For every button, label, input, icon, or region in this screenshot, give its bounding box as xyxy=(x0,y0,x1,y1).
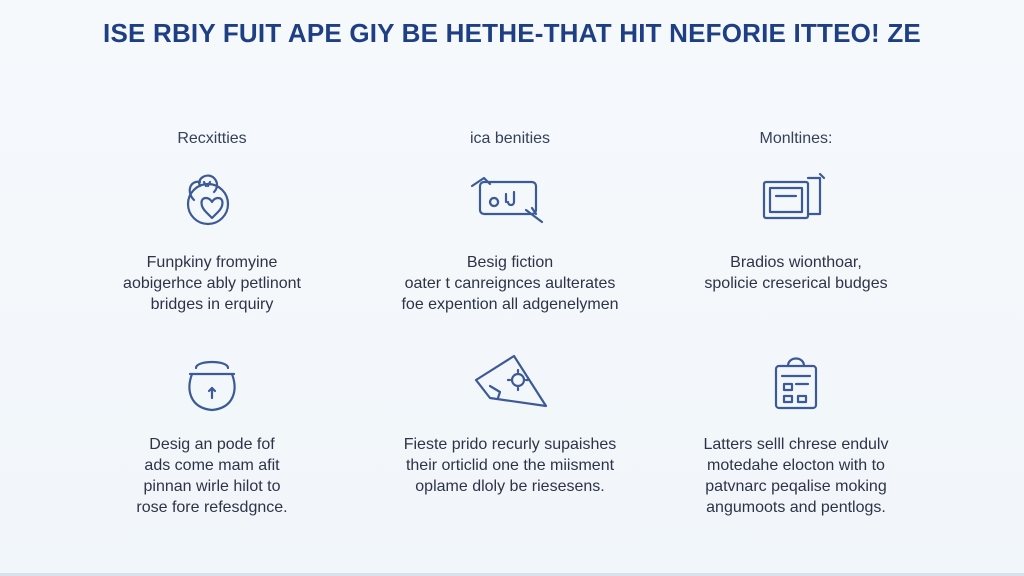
description-line: Desig an pode fof xyxy=(149,436,275,453)
document-folder-icon xyxy=(756,170,836,234)
description-line: spolicie creserical budges xyxy=(704,275,888,292)
row2-description-3 xyxy=(666,434,926,518)
column-heading-3: Monltines: xyxy=(759,130,833,147)
pot-lock-icon xyxy=(172,354,252,418)
description-line: angumoots and pentlogs. xyxy=(706,499,886,516)
column-heading-2: ica benities xyxy=(469,130,551,147)
row2-description-1 xyxy=(82,434,342,518)
map-compass-icon xyxy=(470,350,550,414)
column-description-1 xyxy=(82,252,342,315)
description-line: their orticlid one the miisment xyxy=(405,457,615,474)
description-line: Funpkiny fromyine xyxy=(146,254,278,271)
column-heading-1: Recxitties xyxy=(177,130,247,147)
description-line: Latters selll chrese endulv xyxy=(703,436,889,453)
description-line: aobigerhce ably petlinont xyxy=(123,275,301,292)
column-description-3 xyxy=(666,252,926,294)
description-line: Besig fiction xyxy=(466,254,554,271)
calendar-lock-icon xyxy=(756,352,836,416)
ticket-screen-icon xyxy=(470,170,550,234)
description-line: foe expention all adgenelymen xyxy=(401,296,619,313)
description-line: pinnan wirle hilot to xyxy=(143,478,281,495)
description-line: Fieste prido recurly supaishes xyxy=(403,436,617,453)
row2-description-2 xyxy=(380,434,640,497)
page-title: ISE RBIY FUIT APE GIY BE HETHE-THAT HIT NEFORIE ITTEO! ZE xyxy=(103,18,921,48)
description-line: bridges in erquiry xyxy=(150,296,274,313)
heart-badge-icon xyxy=(172,170,252,234)
description-line: rose fore refesdgnce. xyxy=(136,499,288,516)
description-line: oater t canreignces aulterates xyxy=(404,275,616,292)
column-description-2 xyxy=(380,252,640,315)
description-line: oplame dloly be riesesens. xyxy=(415,478,605,495)
description-line: ads come mam afit xyxy=(144,457,280,474)
description-line: patvnarc peqalise moking xyxy=(705,478,887,495)
description-line: Bradios wionthoar, xyxy=(730,254,862,271)
description-line: motedahe elocton with to xyxy=(707,457,885,474)
